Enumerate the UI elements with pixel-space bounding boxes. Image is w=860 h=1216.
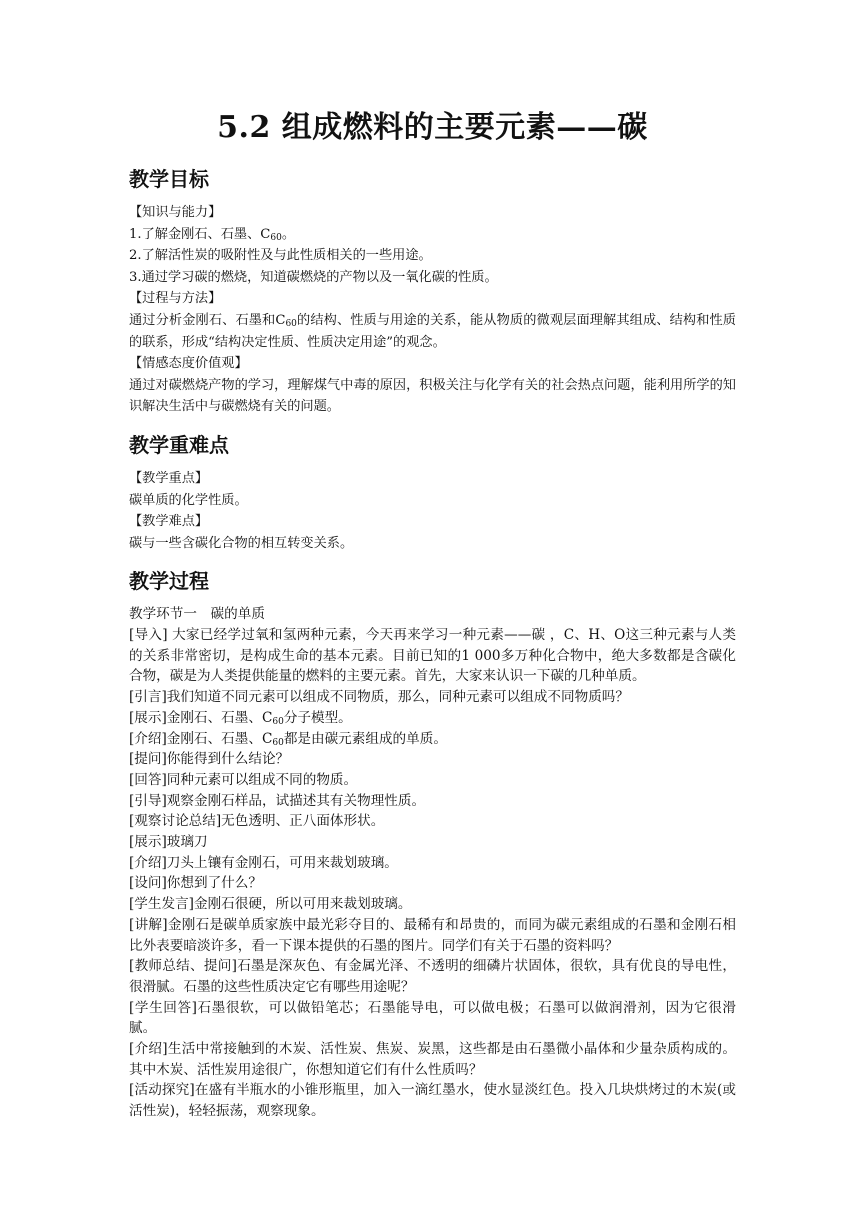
emotion-text: 通过对碳燃烧产物的学习，理解煤气中毒的原因，积极关注与化学有关的社会热点问题，能利用所学的知识解决生活中与碳燃烧有关的问题。: [129, 377, 736, 415]
process-paragraph: 教学环节一 碳的单质: [129, 606, 265, 623]
process-paragraph: [回答]同种元素可以组成不同的物质。: [129, 771, 358, 788]
process-paragraph: [介绍]刀头上镶有金刚石，可用来裁划玻璃。: [129, 854, 398, 871]
process-paragraph: [活动探究]在盛有半瓶水的小锥形瓶里，加入一滴红墨水，使水显淡红色。投入几块烘烤过的木炭(或活性炭)，轻轻振荡，观察现象。: [129, 1082, 736, 1120]
process-paragraph: [导入] 大家已经学过氧和氢两种元素，今天再来学习一种元素——碳 ，C、H、O这三种元素与人类的关系非常密切，是构成生命的基本元素。目前已知的1 000多万种化合物中，绝大多数都是含碳化合物，碳是为人类提供能量的燃料的主要元素。首先，大家来认识一下碳的几种单质。: [129, 627, 736, 685]
section-key-points: [129, 428, 736, 554]
section-teaching-process: [129, 564, 736, 1122]
process-method-text: 通过分析金刚石、石墨和$C_{60}$的结构、性质与用途的关系，能从物质的微观层面理解其组成、结构和性质的联系，形成“结构决定性质、性质决定用途”的观念。: [129, 312, 736, 350]
section-heading: 教学过程: [129, 569, 209, 594]
process-paragraph: [展示]玻璃刀: [129, 834, 208, 851]
process-paragraph: [提问]你能得到什么结论？: [129, 751, 290, 768]
process-paragraph: [设问]你想到了什么？: [129, 875, 262, 892]
difficult-point-text: 碳与一些含碳化合物的相互转变关系。: [129, 535, 354, 551]
knowledge-item-2: 2.了解活性炭的吸附性及与此性质相关的一些用途。: [129, 248, 432, 264]
section-heading: 教学目标: [129, 167, 209, 191]
process-paragraph: [介绍]生活中常接触到的木炭、活性炭、焦炭、炭黑，这些都是由石墨微小晶体和少量杂质构成的。其中木炭、活性炭用途很广，你想知道它们有什么性质吗？: [129, 1041, 736, 1078]
process-paragraph: [学生回答]石墨很软，可以做铅笔芯；石墨能导电，可以做电极；石墨可以做润滑剂，因为它很滑腻。: [129, 999, 736, 1037]
section-teaching-goals: [129, 162, 736, 418]
process-paragraph: [学生发言]金刚石很硬，所以可用来裁划玻璃。: [129, 896, 412, 913]
process-paragraph: [讲解]金刚石是碳单质家族中最光彩夺目的、最稀有和昂贵的，而同为碳元素组成的石墨和金刚石相比外表要暗淡许多，看一下课本提供的石墨的图片。同学们有关于石墨的资料吗？: [129, 916, 736, 954]
process-paragraph: [介绍]金刚石、石墨、$C_{60}$都是由碳元素组成的单质。: [129, 730, 447, 748]
knowledge-item-3: 3.通过学习碳的燃烧，知道碳燃烧的产物以及一氧化碳的性质。: [129, 269, 498, 285]
process-paragraph: [引言]我们知道不同元素可以组成不同物质，那么，同种元素可以组成不同物质吗？: [129, 689, 629, 706]
process-method-label: 【过程与方法】: [129, 291, 222, 307]
process-paragraph: [观察讨论总结]无色透明、正八面体形状。: [129, 813, 385, 830]
difficult-point-label: 【教学难点】: [129, 514, 209, 530]
key-point-text: 碳单质的化学性质。: [129, 492, 248, 508]
document-title: 5.2 组成燃料的主要元素——碳: [217, 110, 648, 145]
key-point-label: 【教学重点】: [129, 470, 209, 486]
knowledge-label: 【知识与能力】: [129, 205, 222, 220]
section-heading: 教学重难点: [129, 432, 229, 457]
emotion-label: 【情感态度价值观】: [129, 356, 248, 372]
process-paragraph: [引导]观察金刚石样品，试描述其有关物理性质。: [129, 792, 426, 809]
process-paragraph: [展示]金刚石、石墨、$C_{60}$分子模型。: [129, 709, 352, 727]
process-paragraph: [教师总结、提问]石墨是深灰色、有金属光泽、不透明的细磷片状固体，很软，具有优良的导电性，很滑腻。石墨的这些性质决定它有哪些用途呢？: [129, 958, 736, 995]
knowledge-item-1: 1.了解金刚石、石墨、$C_{60}$。: [129, 226, 295, 243]
